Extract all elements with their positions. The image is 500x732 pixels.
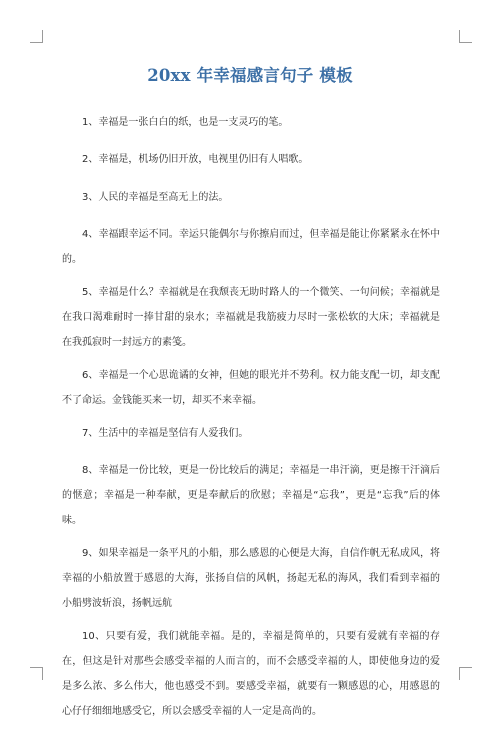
paragraph-5: 5、幸福是什么？幸福就是在我颓丧无助时路人的一个微笑、一句问候；幸福就是在我口渴难耐时一捧甘甜的泉水；幸福就是我筋疲力尽时一张松软的大床；幸福就是在我孤寂时一封远方的素笺。 bbox=[62, 286, 440, 348]
paragraph-10: 10、只要有爱，我们就能幸福。是的，幸福是简单的，只要有爱就有幸福的存在，但这是针对那些会感受幸福的人而言的，而不会感受幸福的人，即使他身边的爱是多么浓、多么伟大，他也感受不到。要感受幸福，就要有一颗感恩的心，用感恩的心仔仔细细地感受它，所以会感受幸福的人一定是高尚的。 bbox=[62, 631, 440, 718]
paragraph-9: 9、如果幸福是一条平凡的小船，那么感恩的心便是大海，自信作帆无私成风，将幸福的小船放置于感恩的大海，张扬自信的风帆，扬起无私的海风，我们看到幸福的小船劈波斩浪，扬帆远航 bbox=[62, 548, 440, 610]
crop-mark-bottom-right bbox=[459, 667, 472, 680]
paragraph-2: 2、幸福是，机场仍旧开放，电视里仍旧有人唱歌。 bbox=[82, 154, 309, 166]
paragraph-6: 6、幸福是一个心思诡谲的女神，但她的眼光并不势利。权力能支配一切，却支配不了命运。金钱能买来一切，却买不来幸福。 bbox=[62, 369, 440, 406]
paragraph-8: 8、幸福是一份比较，更是一份比较后的满足；幸福是一串汗滴，更是擦干汗滴后的惬意；幸福是一种奉献，更是奉献后的欣慰；幸福是“忘我”，更是“忘我”后的体味。 bbox=[62, 465, 440, 527]
paragraph-1: 1、幸福是一张白白的纸，也是一支灵巧的笔。 bbox=[82, 117, 289, 128]
crop-mark-top-left bbox=[30, 30, 43, 43]
crop-mark-bottom-left bbox=[30, 667, 43, 680]
document-title: 20xx 年幸福感言句子 模板 bbox=[147, 66, 353, 85]
paragraph-3: 3、人民的幸福是至高无上的法。 bbox=[82, 191, 229, 203]
paragraph-7: 7、生活中的幸福是坚信有人爱我们。 bbox=[82, 427, 249, 439]
paragraph-4: 4、幸福跟幸运不同。幸运只能偶尔与你擦肩而过，但幸福是能让你紧紧永在怀中的。 bbox=[62, 228, 440, 265]
document-body bbox=[62, 110, 440, 732]
crop-mark-top-right bbox=[459, 30, 472, 43]
